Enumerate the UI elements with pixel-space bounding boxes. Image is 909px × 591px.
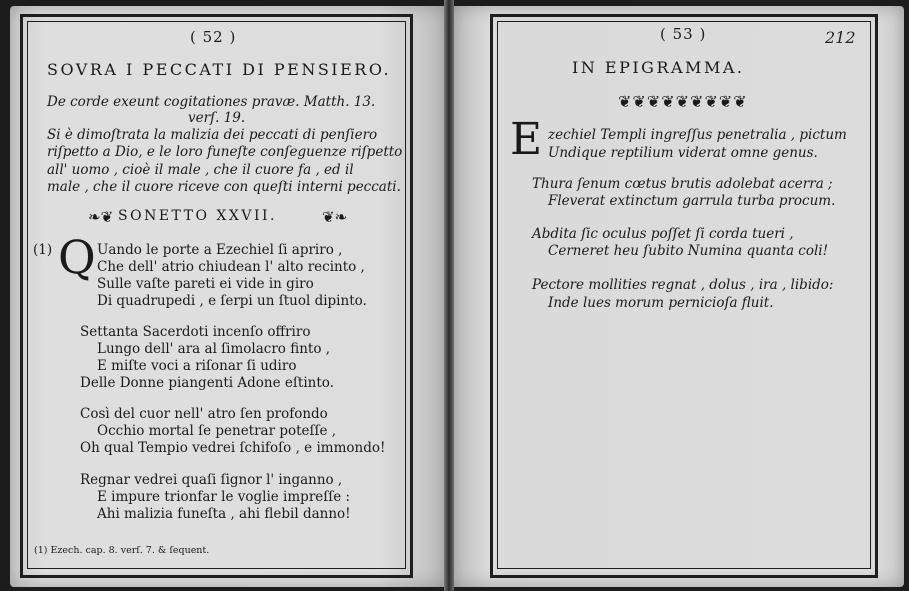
fleuron-right-icon: ❦❧ [322, 208, 348, 226]
book-spine [444, 0, 454, 591]
sonnet-line: Settanta Sacerdoti incenſo offriro [80, 324, 311, 340]
sonnet-line: Sulle vaſte pareti ei vide in giro [97, 276, 314, 292]
epigram-line: zechiel Templi ingreſſus penetralia , pictum [548, 127, 847, 143]
drop-cap-e: E [510, 114, 543, 165]
epigram-line: Fleverat extinctum garrula turba procum. [548, 193, 836, 209]
right-page-number: ( 53 ) [660, 25, 707, 43]
sonnet-line: Delle Donne piangenti Adone eſtinto. [80, 375, 334, 391]
epigram-line: Cerneret heu ſubito Numina quanta coli! [548, 243, 829, 259]
intro-line-1: Si è dimoſtrata la malizia dei peccati di penſiero [47, 127, 378, 143]
sonnet-line: E miſte voci a riſonar ſi udiro [97, 358, 297, 374]
epigram-line: Thura ſenum cœtus brutis adolebat acerra ; [532, 176, 833, 192]
epigram-line: Pectore mollities regnat , dolus , ira , libido: [532, 277, 834, 293]
left-page-number: ( 52 ) [190, 28, 237, 46]
sonnet-line: Ahi malizia funeſta , ahi flebil danno! [97, 506, 351, 522]
intro-line-4: male , che il cuore riceve con queſti interni peccati. [47, 179, 401, 195]
sonnet-line: Di quadrupedi , e ſerpi un ſtuol dipinto. [97, 293, 367, 309]
sonnet-line: Oh qual Tempio vedrei ſchifoſo , e immondo! [80, 440, 386, 456]
intro-line-3: all' uomo , cioè il male , che il cuore fa , ed il [47, 162, 354, 178]
footnote-marker: (1) [33, 242, 53, 258]
ornament-band-icon: ❦❦❦❦❦❦❦❦❦ [618, 92, 748, 111]
epigraph-line-1: De corde exeunt cogitationes pravæ. Matth. 13. [47, 94, 376, 110]
footnote: (1) Ezech. cap. 8. verſ. 7. & ſequent. [34, 545, 210, 556]
epigram-line: Undique reptilium viderat omne genus. [548, 145, 818, 161]
intro-line-2: riſpetto a Dio, e le loro funeſte conſeguenze riſpetto [47, 144, 403, 160]
sonnet-line: Occhio mortal ſe penetrar poteſſe , [97, 423, 337, 439]
sonnet-line: Regnar vedrei quaſi ſignor l' inganno , [80, 472, 343, 488]
epigram-line: Abdita ſic oculus poſſet ſi corda tueri , [532, 226, 794, 242]
sonnet-line: Così del cuor nell' atro ſen profondo [80, 406, 328, 422]
sonnet-line: Uando le porte a Ezechiel ſi apriro , [97, 242, 343, 258]
right-page-title: IN EPIGRAMMA. [572, 58, 745, 77]
epigraph-line-2: verſ. 19. [188, 110, 246, 126]
epigram-line: Inde lues morum pernicioſa fluit. [548, 295, 774, 311]
drop-cap-q: Q [58, 230, 96, 284]
handwritten-number: 212 [825, 28, 856, 47]
sonnet-line: Lungo dell' ara al ſimolacro finto , [97, 341, 331, 357]
sonnet-heading: SONETTO XXVII. [118, 208, 277, 224]
sonnet-line: Che dell' atrio chiudean l' alto recinto , [97, 259, 365, 275]
left-page-title: SOVRA I PECCATI DI PENSIERO. [47, 60, 392, 79]
fleuron-left-icon: ❧❦ [88, 208, 114, 226]
sonnet-line: E impure trionfar le voglie impreſſe : [97, 489, 351, 505]
